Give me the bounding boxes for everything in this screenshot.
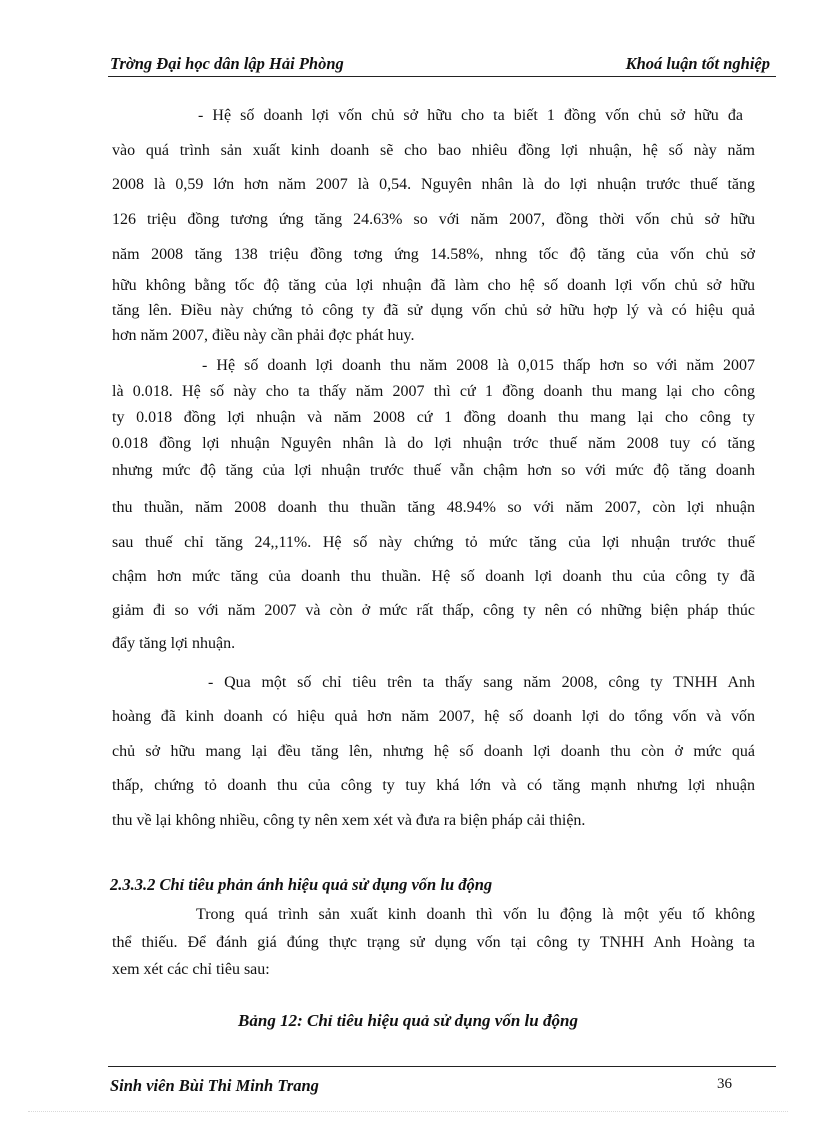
- text-line: sau thuế chỉ tăng 24,,11%. Hệ số này chứng tỏ mức tăng của lợi nhuận trước thuế: [112, 534, 755, 551]
- text-line: thu về lại không nhiều, công ty nên xem xét và đưa ra biện pháp cải thiện.: [112, 812, 586, 829]
- text-line: vào quá trình sản xuất kinh doanh sẽ cho bao nhiêu đồng lợi nhuận, hệ số này năm: [112, 142, 755, 159]
- text-line: thu thuần, năm 2008 doanh thu thuần tăng 48.94% so với năm 2007, còn lợi nhuận: [112, 499, 755, 516]
- page-number: 36: [717, 1076, 732, 1092]
- header-doc-type: Khoá luận tốt nghiệp: [625, 54, 770, 73]
- bottom-divider: [28, 1111, 788, 1112]
- text-line: nhưng mức độ tăng của lợi nhuận trước thuế vẫn chậm hơn so với mức độ tăng doanh: [112, 462, 755, 479]
- text-line: - Hệ số doanh lợi doanh thu năm 2008 là 0,015 thấp hơn so với năm 2007: [202, 357, 755, 374]
- table-caption: Bảng 12: Chỉ tiêu hiệu quả sử dụng vốn lu động: [238, 1011, 578, 1030]
- text-line: thấp, chứng tỏ doanh thu của công ty tuy khá lớn và có tăng mạnh nhưng lợi nhuận: [112, 777, 755, 794]
- text-line: chậm hơn mức tăng của doanh thu thuần. Hệ số doanh lợi doanh thu của công ty đã: [112, 568, 755, 585]
- section-heading: 2.3.3.2 Chỉ tiêu phản ánh hiệu quả sử dụng vốn lu động: [110, 875, 493, 894]
- text-line: hoàng đã kinh doanh có hiệu quả hơn năm 2007, hệ số doanh lợi do tổng vốn và vốn: [112, 708, 755, 725]
- text-line: hữu không bằng tốc độ tăng của lợi nhuận đã làm cho hệ số doanh lợi vốn chủ sở hữu: [112, 277, 755, 294]
- header-school: Trờng Đại học dân lập Hải Phòng: [110, 54, 344, 73]
- text-line: giảm đi so với năm 2007 và còn ở mức rất thấp, công ty nên có những biện pháp thúc: [112, 602, 755, 619]
- text-line: chủ sở hữu mang lại đều tăng lên, nhưng hệ số doanh lợi doanh thu còn ở mức quá: [112, 743, 755, 760]
- footer-student-name: Sinh viên Bùi Thi Minh Trang: [110, 1076, 319, 1095]
- text-line: hơn năm 2007, điều này cần phải đợc phát huy.: [112, 327, 415, 344]
- text-line: Trong quá trình sản xuất kinh doanh thì vốn lu động là một yếu tố không: [196, 906, 755, 923]
- text-line: 126 triệu đồng tương ứng tăng 24.63% so với năm 2007, đồng thời vốn chủ sở hữu: [112, 211, 755, 228]
- text-line: năm 2008 tăng 138 triệu đồng tơng ứng 14.58%, nhng tốc độ tăng của vốn chủ sở: [112, 246, 755, 263]
- text-line: thể thiếu. Để đánh giá đúng thực trạng sử dụng vốn tại công ty TNHH Anh Hoàng ta: [112, 934, 755, 951]
- text-line: xem xét các chỉ tiêu sau:: [112, 961, 270, 978]
- text-line: 2008 là 0,59 lớn hơn năm 2007 là 0,54. Nguyên nhân là do lợi nhuận trước thuế tăng: [112, 176, 755, 193]
- text-line: tăng lên. Điều này chứng tỏ công ty đã sử dụng vốn chủ sở hữu hợp lý và có hiệu quả: [112, 302, 755, 319]
- text-line: là 0.018. Hệ số này cho ta thấy năm 2007 thì cứ 1 đồng doanh thu mang lại cho công: [112, 383, 755, 400]
- text-line: 0.018 đồng lợi nhuận Nguyên nhân là do lợi nhuận trớc thuế năm 2008 tuy có tăng: [112, 435, 755, 452]
- text-line: ty 0.018 đồng lợi nhuận và năm 2008 cứ 1 đồng doanh thu mang lại cho công ty: [112, 409, 755, 426]
- text-line: - Hệ số doanh lợi vốn chủ sở hữu cho ta biết 1 đồng vốn chủ sở hữu đa: [198, 107, 743, 124]
- page-footer: [108, 1066, 776, 1101]
- page-header: [108, 50, 776, 77]
- text-line: - Qua một số chỉ tiêu trên ta thấy sang năm 2008, công ty TNHH Anh: [208, 674, 755, 691]
- text-line: đẩy tăng lợi nhuận.: [112, 635, 236, 652]
